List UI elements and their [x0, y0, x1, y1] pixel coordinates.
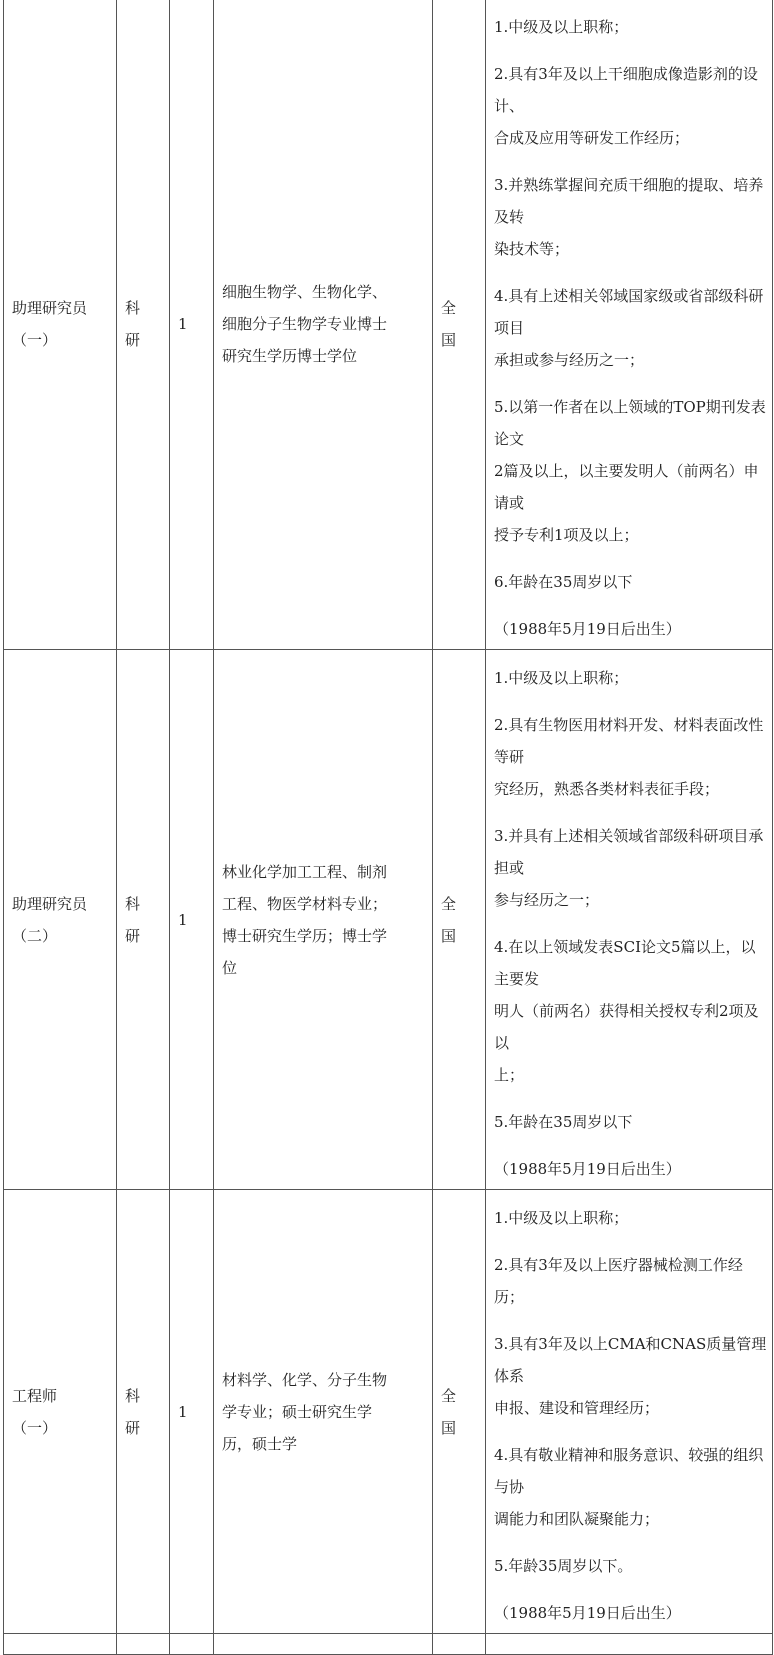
region-line: 国	[441, 1418, 457, 1437]
requirement-item	[494, 1202, 768, 1234]
count-cell: 1	[170, 0, 214, 650]
requirement-item	[494, 662, 768, 694]
position-line: 工程师	[12, 1386, 58, 1405]
major-line: 研究生学历博士学位	[222, 347, 358, 365]
category-line: 研	[125, 331, 141, 349]
requirement-item	[494, 566, 768, 598]
major-line: 细胞生物学、生物化学、	[222, 283, 388, 301]
count-cell: 1	[170, 1190, 214, 1634]
requirement-line: 1.中级及以上职称；	[494, 669, 629, 687]
requirement-item	[494, 11, 768, 43]
requirements-cell	[486, 650, 773, 1190]
requirement-item	[494, 1106, 768, 1138]
position-line: 助理研究员	[12, 894, 88, 913]
requirement-line: 5.以第一作者在以上领域的TOP期刊发表论文	[494, 398, 766, 448]
requirement-item	[494, 169, 768, 265]
requirement-item	[494, 613, 768, 645]
requirement-line: 申报、建设和管理经历；	[494, 1399, 660, 1417]
position-cell	[4, 1190, 117, 1634]
major-line: 学专业；硕士研究生学	[222, 1402, 373, 1421]
region-line: 国	[441, 926, 457, 945]
region-line: 全	[441, 1386, 457, 1405]
requirement-item	[494, 931, 768, 1091]
requirement-line: 5.年龄35周岁以下。	[494, 1557, 633, 1575]
requirement-line: 究经历，熟悉各类材料表征手段；	[494, 780, 720, 798]
major-line: 位	[222, 958, 238, 977]
position-cell	[4, 0, 117, 650]
table-body	[4, 0, 773, 1655]
requirement-line: 1.中级及以上职称；	[494, 1209, 629, 1227]
category-line: 研	[125, 1418, 141, 1437]
region-cell	[433, 0, 486, 650]
requirement-line: 2.具有生物医用材料开发、材料表面改性等研	[494, 716, 764, 766]
requirement-item	[494, 391, 768, 551]
requirement-line: 4.在以上领域发表SCI论文5篇以上，以主要发	[494, 938, 756, 988]
region-line: 全	[441, 894, 457, 913]
region-cell	[433, 1190, 486, 1634]
requirement-line: 2.具有3年及以上医疗器械检测工作经历；	[494, 1256, 743, 1306]
major-cell	[214, 650, 433, 1190]
category-cell	[117, 0, 170, 650]
requirement-item	[494, 709, 768, 805]
requirement-line: 1.中级及以上职称；	[494, 18, 629, 36]
major-line: 细胞分子生物学专业博士	[222, 315, 388, 333]
empty-cell	[117, 1634, 170, 1655]
requirement-line: 4.具有上述相关邻域国家级或省部级科研项目	[494, 287, 764, 337]
major-line: 工程、物医学材料专业；	[222, 894, 388, 913]
category-line: 科	[125, 1386, 141, 1405]
major-line: 博士研究生学历；博士学	[222, 926, 388, 945]
empty-cell	[214, 1634, 433, 1655]
requirement-line: 3.并熟练掌握间充质干细胞的提取、培养及转	[494, 176, 764, 226]
empty-cell	[433, 1634, 486, 1655]
requirement-item	[494, 280, 768, 376]
requirement-line: 2.具有3年及以上干细胞成像造影剂的设计、	[494, 65, 758, 115]
requirement-line: 调能力和团队凝聚能力；	[494, 1510, 660, 1528]
position-cell	[4, 650, 117, 1190]
category-cell	[117, 1190, 170, 1634]
requirement-item	[494, 1597, 768, 1629]
requirement-line: （1988年5月19日后出生）	[494, 1604, 681, 1622]
requirement-line: 授予专利1项及以上；	[494, 526, 639, 544]
requirement-line: 2篇及以上，以主要发明人（前两名）申请或	[494, 462, 759, 512]
table-row	[4, 650, 773, 1190]
requirement-item	[494, 1328, 768, 1424]
requirement-line: 6.年龄在35周岁以下	[494, 573, 633, 591]
requirement-item	[494, 58, 768, 154]
table-row	[4, 1634, 773, 1655]
requirement-line: （1988年5月19日后出生）	[494, 1160, 681, 1178]
requirement-line: 5.年龄在35周岁以下	[494, 1113, 633, 1131]
position-line: （一）	[12, 1418, 58, 1437]
requirement-item	[494, 1439, 768, 1535]
category-line: 研	[125, 926, 141, 945]
empty-cell	[4, 1634, 117, 1655]
requirement-line: 合成及应用等研发工作经历；	[494, 129, 690, 147]
major-cell	[214, 0, 433, 650]
category-line: 科	[125, 299, 141, 317]
requirement-line: 上；	[494, 1066, 525, 1084]
recruitment-table	[3, 0, 773, 1655]
requirements-cell	[486, 0, 773, 650]
requirement-item	[494, 820, 768, 916]
requirement-item	[494, 1550, 768, 1582]
requirement-line: 染技术等；	[494, 240, 570, 258]
major-line: 林业化学加工工程、制剂	[222, 862, 388, 881]
position-line: （二）	[12, 926, 58, 945]
requirements-cell	[486, 1190, 773, 1634]
position-line: 助理研究员	[12, 299, 88, 317]
major-line: 历，硕士学	[222, 1434, 298, 1453]
requirement-line: 明人（前两名）获得相关授权专利2项及以	[494, 1002, 759, 1052]
category-cell	[117, 650, 170, 1190]
requirement-line: 承担或参与经历之一；	[494, 351, 645, 369]
empty-cell	[170, 1634, 214, 1655]
requirement-item	[494, 1153, 768, 1185]
major-line: 材料学、化学、分子生物	[222, 1370, 388, 1389]
requirement-line: 参与经历之一；	[494, 891, 600, 909]
category-line: 科	[125, 894, 141, 913]
region-line: 全	[441, 299, 457, 317]
empty-cell	[486, 1634, 773, 1655]
requirement-line: 4.具有敬业精神和服务意识、较强的组织与协	[494, 1446, 764, 1496]
requirement-line: （1988年5月19日后出生）	[494, 620, 681, 638]
requirement-line: 3.具有3年及以上CMA和CNAS质量管理体系	[494, 1335, 767, 1385]
requirement-item	[494, 1249, 768, 1313]
major-cell	[214, 1190, 433, 1634]
region-cell	[433, 650, 486, 1190]
position-line: （一）	[12, 331, 58, 349]
table-row	[4, 0, 773, 650]
table-row	[4, 1190, 773, 1634]
count-cell: 1	[170, 650, 214, 1190]
requirement-line: 3.并具有上述相关领域省部级科研项目承担或	[494, 827, 764, 877]
region-line: 国	[441, 331, 457, 349]
